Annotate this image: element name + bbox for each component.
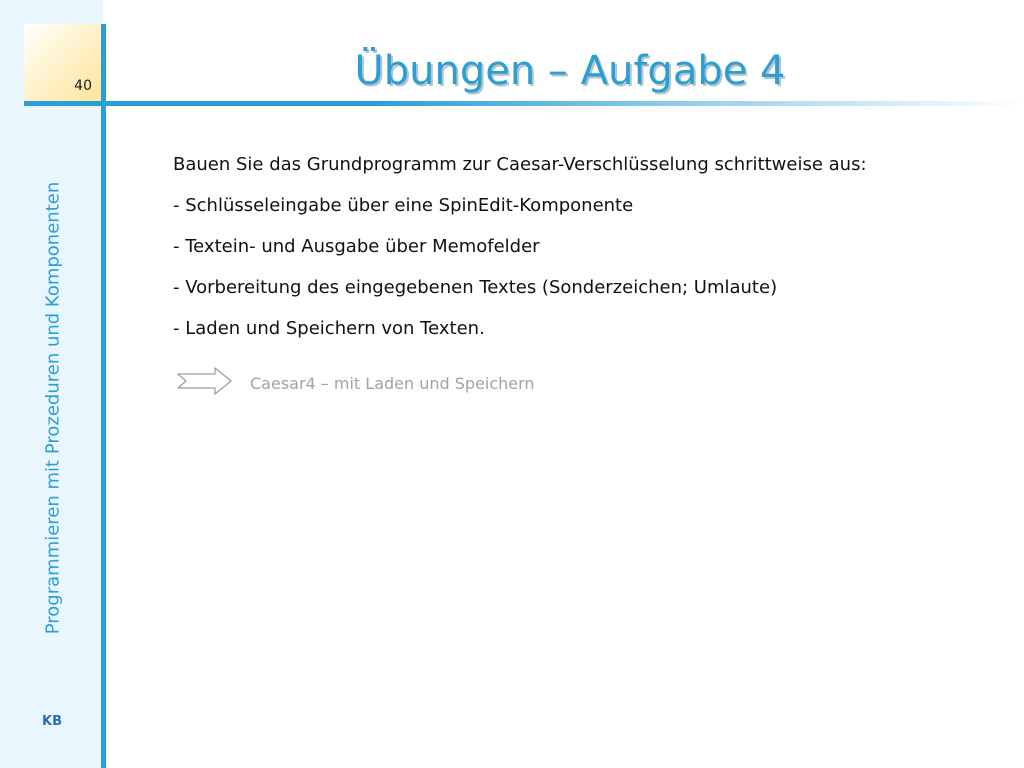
page-number: 40 [74, 78, 92, 94]
program-link-label[interactable]: Caesar4 – mit Laden und Speichern [250, 374, 535, 393]
program-link[interactable] [177, 366, 677, 400]
body-list-item: - Schlüsseleingabe über eine SpinEdit-Komponente [173, 195, 634, 216]
body-intro-line: Bauen Sie das Grundprogramm zur Caesar-Verschlüsselung schrittweise aus: [173, 154, 867, 175]
sidebar-course-title: Programmieren mit Prozeduren und Komponenten [42, 181, 64, 635]
header-divider [24, 101, 1024, 106]
logo: KB [42, 714, 62, 729]
body-list-item: - Textein- und Ausgabe über Memofelder [173, 236, 540, 257]
slide-title: Übungen – Aufgabe 4 [354, 48, 786, 94]
arrow-right-icon[interactable] [177, 366, 233, 396]
sidebar-divider [101, 24, 106, 768]
slide-body [173, 152, 993, 357]
body-list-item: - Laden und Speichern von Texten. [173, 318, 485, 339]
body-list-item: - Vorbereitung des eingegebenen Textes (Sonderzeichen; Umlaute) [173, 277, 778, 298]
page-number-box [24, 24, 101, 102]
